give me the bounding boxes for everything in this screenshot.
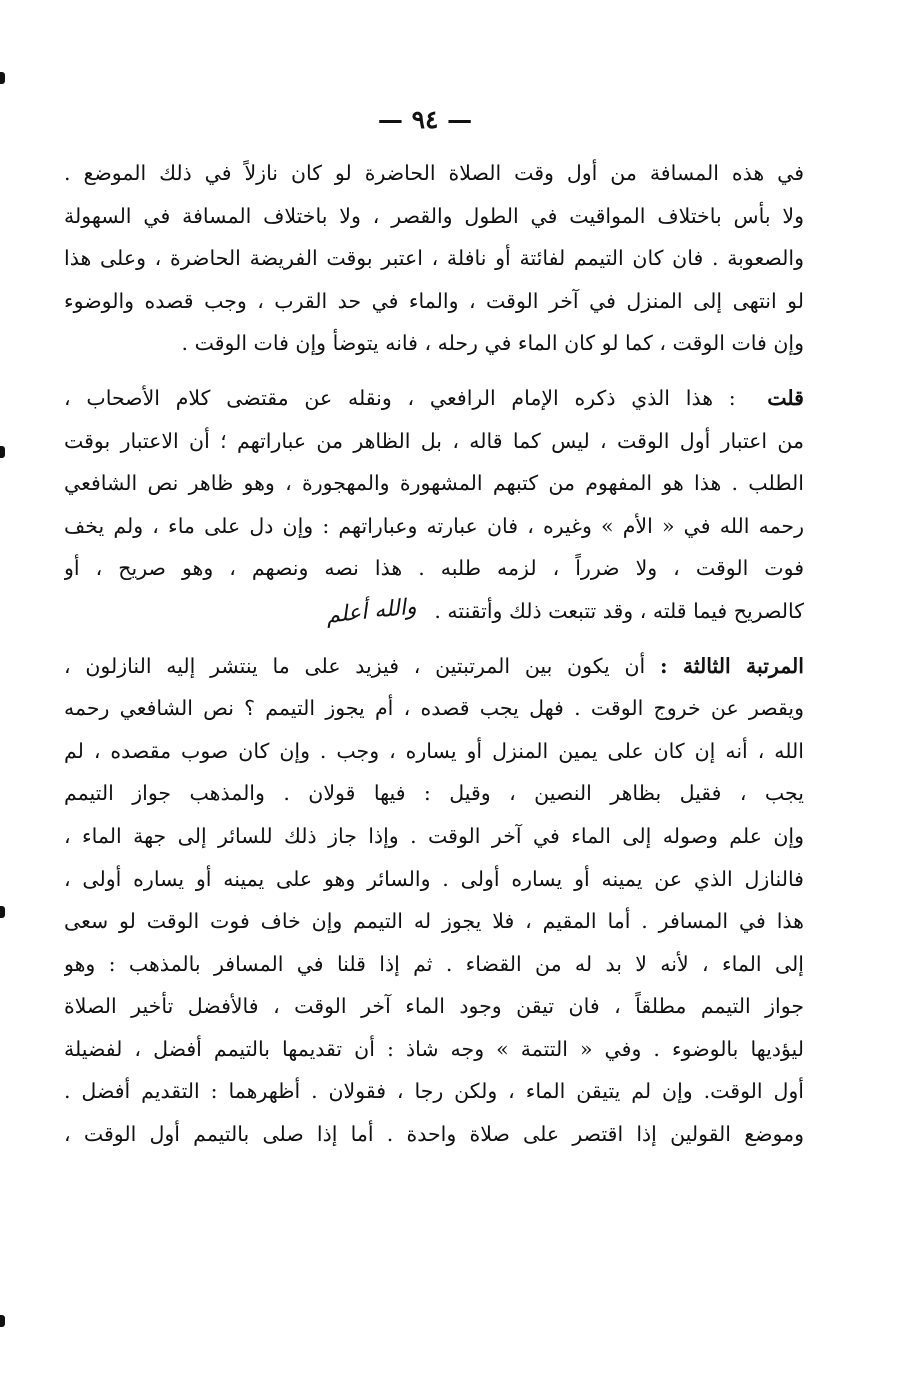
scan-edge-mark [0, 906, 5, 918]
paragraph-2-lead: قلت [767, 385, 804, 410]
paragraph-1-line-2: ولا بأس باختلاف المواقيت في الطول والقصر ، ولا باختلاف المسافة في السهولة [64, 203, 804, 228]
paragraph-1-line-5: وإن فات الوقت ، كما لو كان الماء في رحله ، فانه يتوضأ وإن فات الوقت . [181, 331, 804, 356]
paragraph-3-line-1 [64, 645, 804, 688]
paragraph-2-line-1-text: : هذا الذي ذكره الإمام الرافعي ، ونقله عن مقتضى كلام الأصحاب ، [64, 385, 736, 410]
paragraph-1-line-4: لو انتهى إلى المنزل في آخر الوقت ، والماء في حد القرب ، وجب قصده والوضوء [64, 288, 804, 313]
paragraph-2-line-3: الطلب . هذا هو المفهوم من كتبهم المشهورة والمهجورة ، وهو ظاهر نص الشافعي [64, 471, 804, 496]
paragraph-3-line-9: جواز التيمم مطلقاً ، فان تيقن وجود الماء آخر الوقت ، فالأفضل تأخير الصلاة [64, 994, 804, 1019]
page-number: — ٩٤ — [377, 105, 473, 134]
body-text [64, 152, 804, 1156]
paragraph-3-line-5: وإن علم وصوله إلى الماء في آخر الوقت . وإذا جاز ذلك للسائر إلى جهة الماء ، [64, 823, 804, 848]
paragraph-2-line-5: فوت الوقت ، ولا ضرراً ، لزمه طلبه . هذا نصه ونصهم ، وهو صريح ، أو [64, 556, 804, 581]
paragraph-3-line-6: فالنازل الذي عن يمينه أو يساره أولى . والسائر وهو على يمينه أو يساره أولى ، [64, 866, 804, 891]
paragraph-3-line-2: ويقصر عن خروج الوقت . فهل يجب قصده ، أم يجوز التيمم ؟ نص الشافعي رحمه [64, 696, 804, 721]
paragraph-3-lead: المرتبة الثالثة : [659, 653, 804, 678]
paragraph-2-line-1 [64, 377, 804, 420]
paragraph-1-line-3: والصعوبة . فان كان التيمم لفائتة أو نافلة ، اعتبر بوقت الفريضة الحاضرة ، وعلى هذا [64, 246, 804, 271]
scan-edge-mark [0, 446, 5, 458]
paragraph-3-line-1-text: أن يكون بين المرتبتين ، فيزيد على ما ينتشر إليه النازلون ، [64, 653, 646, 678]
paragraph-2-line-2: من اعتبار أول الوقت ، ليس كما قاله ، بل الظاهر من عباراتهم ؛ أن الاعتبار بوقت [64, 428, 804, 453]
paragraph-3-line-4: يجب ، فقيل بظاهر النصين ، وقيل : فيها قولان . والمذهب جواز التيمم [64, 781, 804, 806]
scan-edge-mark [0, 1315, 5, 1327]
paragraph-3-line-11: أول الوقت. وإن لم يتيقن الماء ، ولكن رجا ، فقولان . أظهرهما : التقديم أفضل . [64, 1079, 804, 1104]
paragraph-3-line-10: ليؤديها بالوضوء . وفي « التتمة » وجه شاذ : أن تقديمها بالتيمم أفضل ، لفضيلة [64, 1036, 804, 1061]
paragraph-2-line-4: رحمه الله في « الأم » وغيره ، فان عبارته وعباراتهم : وإن دل على ماء ، ولم يخف [64, 513, 804, 538]
scan-edge-mark [0, 72, 5, 84]
paragraph-3-line-7: هذا في المسافر . أما المقيم ، فلا يجوز له التيمم وإن خاف فوت الوقت لو سعى [64, 909, 804, 934]
paragraph-2-line-6-text: كالصريح فيما قلته ، وقد تتبعت ذلك وأتقنته . [434, 598, 804, 623]
paragraph-3-line-12: وموضع القولين إذا اقتصر على صلاة واحدة . أما إذا صلى بالتيمم أول الوقت ، [64, 1122, 804, 1147]
paragraph-1-line-1: في هذه المسافة من أول وقت الصلاة الحاضرة لو كان نازلاً في ذلك الموضع . [64, 161, 804, 185]
paragraph-2-line-6 [64, 590, 804, 633]
signature-wallahu-alam: والله أعلم [324, 594, 418, 629]
paragraph-3-line-3: الله ، أنه إن كان على يمين المنزل أو يساره ، وجب . وإن كان صوب مقصده ، لم [64, 738, 804, 763]
paragraph-3-line-8: إلى الماء ، لأنه لا بد له من القضاء . ثم إذا قلنا في المسافر بالمذهب : وهو [64, 951, 804, 976]
